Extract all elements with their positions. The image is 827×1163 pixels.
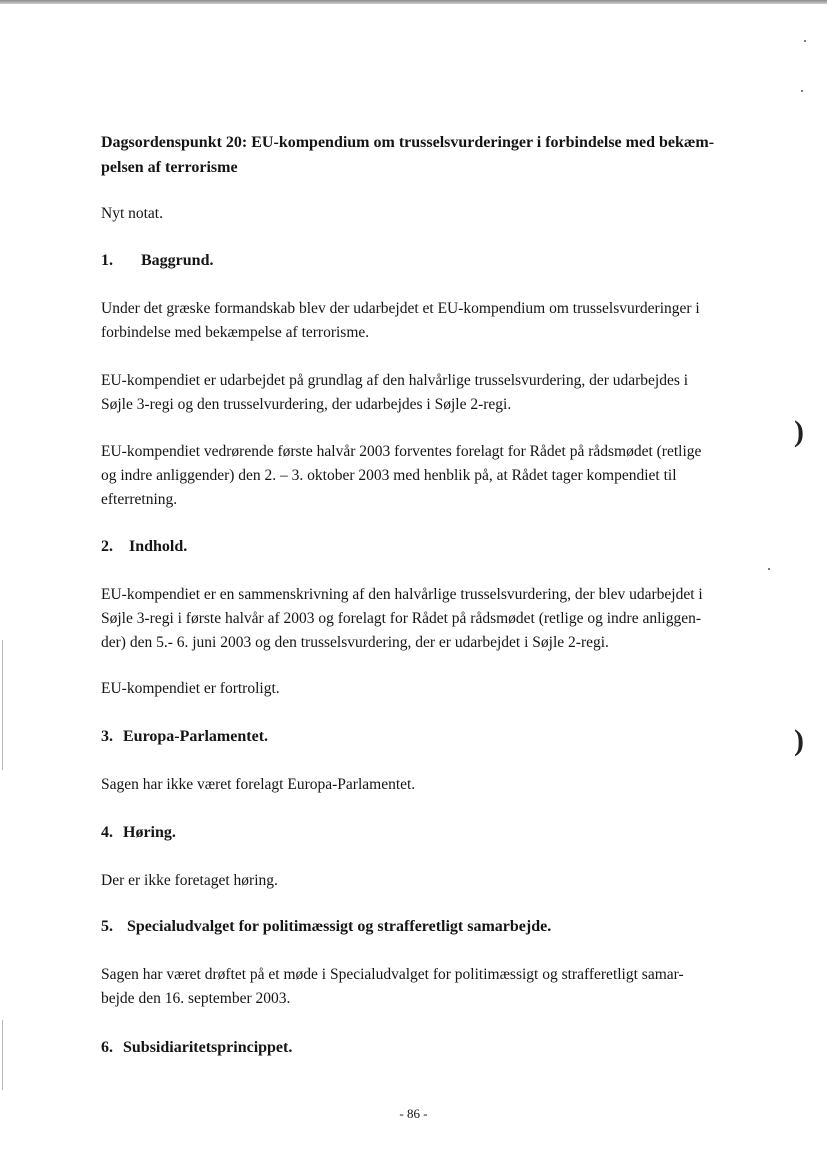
section-4-paragraph-1: Der er ikke foretaget høring. — [101, 872, 278, 889]
text-line: Under det græske formandskab blev der udarbejdet et EU-kompendium om trusselsvurderinger i — [101, 300, 700, 317]
section-4-heading — [101, 821, 176, 845]
section-1-paragraph-2 — [101, 369, 751, 417]
scan-left-edge-mark — [2, 640, 3, 770]
section-3-heading — [101, 725, 268, 749]
text-line: EU-kompendiet vedrørende første halvår 2003 forventes forelagt for Rådet på rådsmødet (retlige — [101, 443, 702, 460]
section-3-paragraph-1: Sagen har ikke været forelagt Europa-Parlamentet. — [101, 776, 416, 793]
section-title: Indhold. — [129, 538, 188, 555]
scan-speck — [768, 568, 770, 570]
scan-left-edge-mark-lower — [2, 1020, 3, 1090]
section-2-heading — [101, 535, 187, 559]
text-line: forbindelse med bekæmpelse af terrorisme. — [101, 324, 370, 341]
text-line: bejde den 16. september 2003. — [101, 990, 291, 1007]
text-line: Søjle 3-regi og den trusselvurdering, der udarbejdes i Søjle 2-regi. — [101, 396, 512, 413]
binder-hole-mark-upper: ) — [794, 415, 804, 448]
section-2-paragraph-1 — [101, 583, 751, 655]
section-5-heading — [101, 915, 551, 939]
section-title: Høring. — [123, 824, 176, 841]
text-line: der) den 5.- 6. juni 2003 og den trusselsvurdering, der er udarbejdet i Søjle 2-regi. — [101, 634, 609, 651]
section-1-paragraph-1 — [101, 297, 751, 345]
title-line-2: pelsen af terrorisme — [101, 159, 238, 176]
section-1-heading — [101, 249, 213, 273]
section-number: 3. — [101, 728, 113, 745]
section-title: Baggrund. — [141, 252, 214, 269]
title-line-1: Dagsordenspunkt 20: EU-kompendium om trusselsvurderinger i forbindelse med bekæm- — [101, 134, 715, 151]
section-title: Europa-Parlamentet. — [123, 728, 269, 745]
document-title — [101, 130, 761, 180]
section-1-paragraph-3 — [101, 440, 751, 512]
section-5-paragraph-1 — [101, 963, 751, 1011]
binder-hole-mark-lower: ) — [794, 724, 804, 757]
page-number: - 86 - — [399, 1106, 428, 1121]
text-line: og indre anliggender) den 2. – 3. oktober 2003 med henblik på, at Rådet tager kompendiet til — [101, 467, 677, 484]
section-6-heading — [101, 1036, 292, 1060]
scan-speck — [804, 40, 806, 42]
text-line: Sagen har været drøftet på et møde i Specialudvalget for politimæssigt og strafferetligt samar- — [101, 966, 684, 983]
intro-text: Nyt notat. — [101, 205, 163, 222]
section-number: 4. — [101, 824, 113, 841]
section-title: Specialudvalget for politimæssigt og strafferetligt samarbejde. — [127, 918, 552, 935]
scan-top-edge — [0, 0, 827, 4]
text-line: EU-kompendiet er udarbejdet på grundlag af den halvårlige trusselsvurdering, der udarbejdes i — [101, 372, 689, 389]
text-line: Søjle 3-regi i første halvår af 2003 og forelagt for Rådet på rådsmødet (retlige og indre anliggen- — [101, 610, 701, 627]
section-2-paragraph-2: EU-kompendiet er fortroligt. — [101, 680, 280, 697]
text-line: EU-kompendiet er en sammenskrivning af den halvårlige trusselsvurdering, der blev udarbejdet i — [101, 586, 703, 603]
section-number: 5. — [101, 918, 113, 935]
text-line: efterretning. — [101, 491, 178, 508]
section-number: 2. — [101, 538, 113, 555]
section-title: Subsidiaritetsprincippet. — [123, 1039, 293, 1056]
scan-speck — [801, 90, 803, 92]
section-number: 6. — [101, 1039, 113, 1056]
section-number: 1. — [101, 252, 113, 269]
